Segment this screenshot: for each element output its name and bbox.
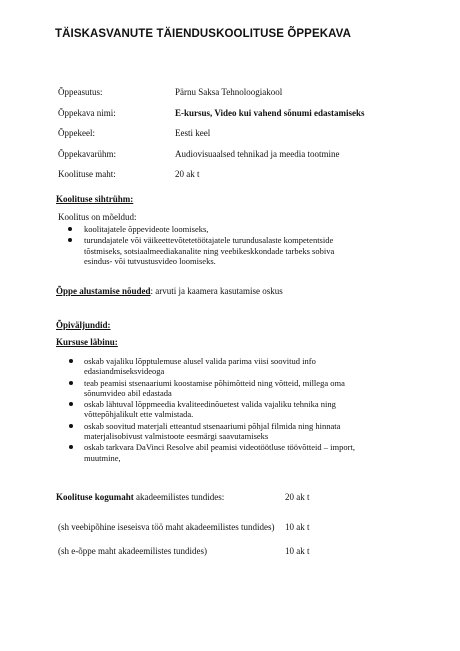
info-row-curriculum-group — [58, 148, 398, 169]
list-item: oskab tarkvara DaVinci Resolve abil peamisi videotöötluse töövõtteid – import, muutmine, — [64, 442, 356, 463]
learning-outcomes-heading: Õpiväljundid: — [56, 320, 111, 330]
target-group-heading: Koolituse sihtrühm: — [56, 194, 134, 204]
info-label: Koolituse maht: — [58, 169, 116, 179]
web-study-value: 10 ak t — [285, 522, 310, 532]
info-value: 20 ak t — [175, 169, 200, 179]
elearning-value: 10 ak t — [285, 546, 310, 556]
target-group-list — [58, 224, 358, 267]
info-label: Õppekava nimi: — [58, 107, 116, 118]
total-volume-bold: Koolituse kogumaht — [56, 492, 134, 502]
list-item: turundajatele või väikeettevõtetetöötajatele turundusalaste kompetentside tõstmiseks, sotsiaalmeediakanalite ning veebikeskkondade tarbeks sobiva esindus- või tutvustusvideo loomiseks. — [58, 235, 358, 266]
info-value: Eesti keel — [175, 128, 211, 138]
list-item: oskab vajaliku lõpptulemuse alusel valida parima viisi soovitud info edasiandmiseksvideoga — [64, 356, 356, 377]
learning-outcomes-list — [64, 356, 356, 464]
course-completer-subheading: Kursuse läbinu: — [56, 337, 118, 347]
total-volume-value: 20 ak t — [285, 492, 310, 502]
list-item: oskab soovitud materjali etteantud stsenaariumi põhjal filmida ning hinnata materjalisobivust valmistoote eesmärgi saavutamiseks — [64, 421, 356, 442]
info-row-curriculum-name — [58, 107, 398, 128]
info-label: Õppekavarühm: — [58, 148, 116, 159]
total-volume-label — [56, 492, 224, 502]
info-row-volume — [58, 168, 398, 189]
info-row-language — [58, 127, 398, 148]
target-group-intro: Koolitus on mõeldud: — [58, 212, 137, 222]
elearning-label: (sh e-õppe maht akadeemilistes tundides) — [58, 546, 207, 556]
curriculum-info-table — [58, 86, 398, 189]
entry-requirements-text: : arvuti ja kaamera kasutamise oskus — [150, 286, 283, 296]
info-value: E-kursus, Video kui vahend sõnumi edastamiseks — [175, 107, 365, 118]
info-value: Pärnu Saksa Tehnoloogiakool — [175, 87, 283, 97]
list-item: teab peamisi stsenaariumi koostamise põhimõtteid ning võtteid, millega oma sõnumvideo abil edastada — [64, 378, 356, 399]
info-label: Õppekeel: — [58, 128, 95, 138]
list-item: oskab lähtuval lõppmeedia kvaliteedinõuetest valida vajaliku tehnika ning võttepõhjalikult ette valmistada. — [64, 399, 356, 420]
info-row-institution — [58, 86, 398, 107]
entry-requirements — [56, 286, 283, 296]
document-title: TÄISKASVANUTE TÄIENDUSKOOLITUSE ÕPPEKAVA — [55, 28, 351, 40]
list-item: koolitajatele õppevideote loomiseks, — [58, 224, 358, 234]
total-volume-rest: akadeemilistes tundides: — [133, 492, 225, 502]
info-value: Audiovisuaalsed tehnikad ja meedia tootmine — [175, 148, 340, 159]
info-label: Õppeasutus: — [58, 87, 103, 97]
web-study-label: (sh veebipõhine iseseisva töö maht akadeemilistes tundides) — [58, 522, 275, 532]
entry-requirements-label: Õppe alustamise nõuded — [56, 286, 151, 296]
